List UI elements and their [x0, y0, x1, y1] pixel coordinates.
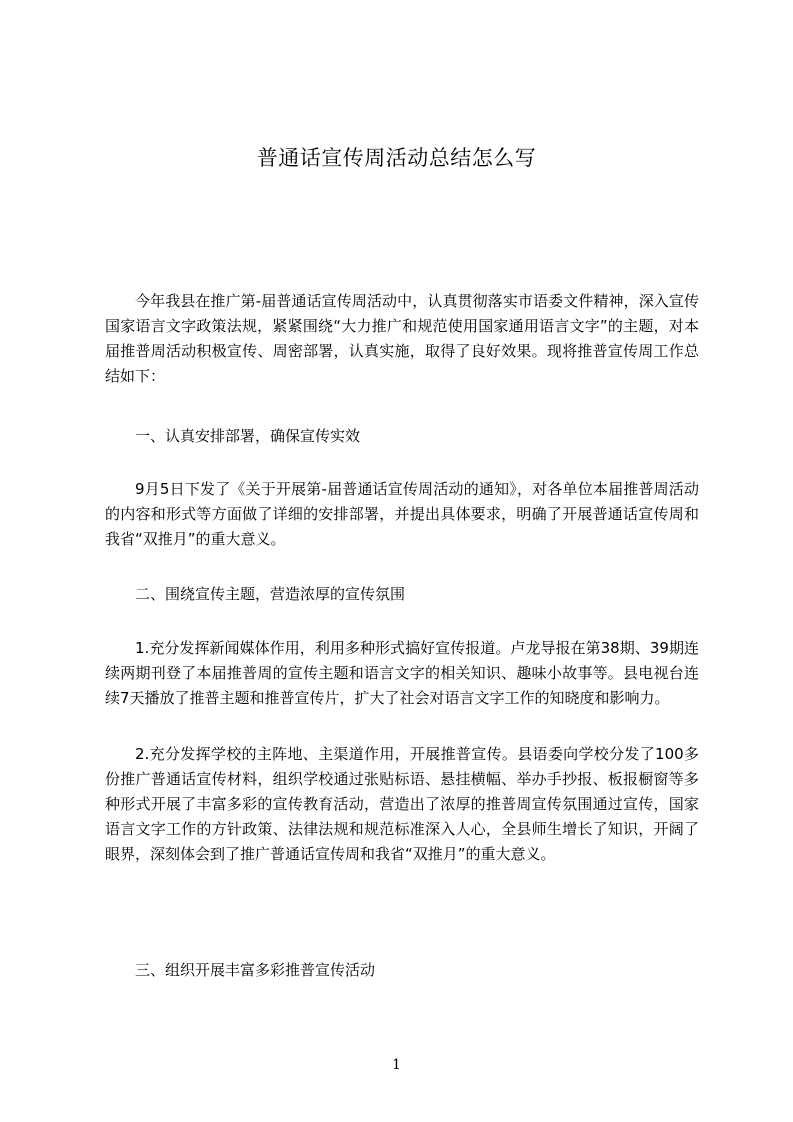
section-2-paragraph-1: 1.充分发挥新闻媒体作用，利用多种形式搞好宣传报道。卢龙导报在第38期、39期连续两期刊登了本届推普周的宣传主题和语言文字的相关知识、趣味小故事等。县电视台连续7天播放了推普主题和推普宣传片，扩大了社会对语言文字工作的知晓度和影响力。 — [105, 639, 699, 707]
section-2-paragraph-2: 2.充分发挥学校的主阵地、主渠道作用，开展推普宣传。县语委向学校分发了100多份推广普通话宣传材料，组织学校通过张贴标语、悬挂横幅、举办手抄报、板报橱窗等多种形式开展了丰富多彩的宣传教育活动，营造出了浓厚的推普周宣传氛围通过宣传，国家语言文字工作的方针政策、法律法规和规范标准深入人心，全县师生增长了知识，开阔了眼界，深刻体会到了推广普通话宣传周和我省“双推月”的重大意义。 — [105, 745, 699, 863]
section-1-paragraph-1: 9月5日下发了《关于开展第-届普通话宣传周活动的通知》，对各单位本届推普周活动的内容和形式等方面做了详细的安排部署，并提出具体要求，明确了开展普通话宣传周和我省“双推月”的重大意义。 — [105, 480, 699, 548]
section-heading-1: 一、认真安排部署，确保宣传实效 — [135, 427, 361, 445]
intro-paragraph: 今年我县在推广第-届普通话宣传周活动中，认真贯彻落实市语委文件精神，深入宣传国家语言文字政策法规，紧紧围绕“大力推广和规范使用国家通用语言文字”的主题，对本届推普周活动积极宣传、周密部署，认真实施，取得了良好效果。现将推普宣传周工作总结如下： — [105, 292, 699, 385]
section-heading-3: 三、组织开展丰富多彩推普宣传活动 — [135, 961, 376, 979]
section-heading-2: 二、围绕宣传主题，营造浓厚的宣传氛围 — [135, 585, 406, 603]
document-title: 普通话宣传周活动总结怎么写 — [256, 146, 537, 170]
page-number: 1 — [392, 1057, 401, 1073]
